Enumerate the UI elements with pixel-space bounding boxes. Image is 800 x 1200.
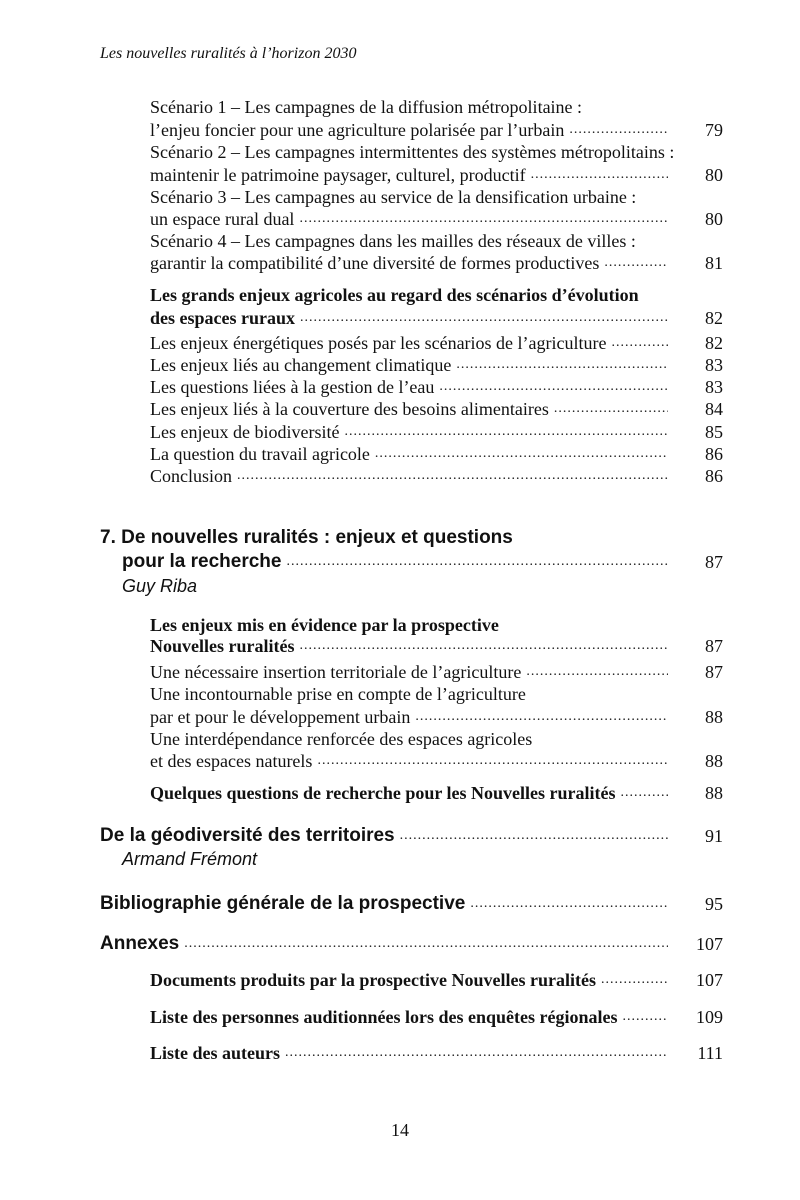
toc-entry[interactable] bbox=[150, 332, 723, 354]
dot-leader bbox=[237, 465, 668, 487]
page-ref: 79 bbox=[705, 120, 723, 140]
toc-section[interactable] bbox=[150, 1006, 723, 1028]
page-ref: 88 bbox=[705, 751, 723, 771]
toc-entry-line bbox=[150, 141, 723, 163]
toc-entry[interactable] bbox=[150, 208, 723, 230]
page-ref: 87 bbox=[705, 552, 723, 572]
entry-title: Liste des personnes auditionnées lors des enquêtes régionales bbox=[150, 1007, 618, 1027]
toc-entry[interactable] bbox=[150, 750, 723, 772]
page-ref: 83 bbox=[705, 355, 723, 375]
page-ref: 107 bbox=[696, 970, 723, 990]
page-ref: 87 bbox=[705, 662, 723, 682]
dot-leader bbox=[526, 661, 668, 683]
dot-leader bbox=[439, 376, 668, 398]
entry-title: Conclusion bbox=[150, 466, 233, 486]
toc-section-line bbox=[150, 284, 723, 306]
dot-leader bbox=[456, 354, 668, 376]
toc-entry[interactable] bbox=[150, 443, 723, 465]
toc-entry[interactable] bbox=[150, 421, 723, 443]
entry-title: De la géodiversité des territoires bbox=[100, 825, 395, 846]
page-number: 14 bbox=[391, 1120, 409, 1140]
entry-title: garantir la compatibilité d’une diversité de formes productives bbox=[150, 253, 600, 273]
toc-entry-line bbox=[150, 230, 723, 252]
entry-title: Les enjeux liés au changement climatique bbox=[150, 355, 452, 375]
page-ref: 86 bbox=[705, 444, 723, 464]
page-ref: 83 bbox=[705, 377, 723, 397]
dot-leader bbox=[344, 421, 668, 443]
toc-entry[interactable] bbox=[150, 252, 723, 274]
page-ref: 91 bbox=[705, 826, 723, 846]
toc-section[interactable] bbox=[150, 307, 723, 329]
page-ref: 80 bbox=[705, 209, 723, 229]
toc-chapter[interactable] bbox=[122, 551, 723, 573]
toc-section[interactable] bbox=[150, 969, 723, 991]
dot-leader bbox=[470, 893, 668, 915]
running-header: Les nouvelles ruralités à l’horizon 2030 bbox=[100, 45, 357, 62]
toc-section[interactable] bbox=[150, 782, 723, 804]
page-ref: 88 bbox=[705, 707, 723, 727]
toc-entry[interactable] bbox=[150, 661, 723, 683]
dot-leader bbox=[299, 208, 668, 230]
entry-title: Scénario 2 – Les campagnes intermittentes des systèmes métropolitains : bbox=[150, 142, 675, 162]
toc-entry-line bbox=[150, 96, 723, 118]
toc-entry-line bbox=[150, 728, 723, 750]
toc-entry[interactable] bbox=[150, 119, 723, 141]
toc-chapter[interactable] bbox=[100, 933, 723, 955]
toc-chapter[interactable] bbox=[100, 893, 723, 915]
entry-title: Les questions liées à la gestion de l’eau bbox=[150, 377, 435, 397]
entry-title: Les enjeux de biodiversité bbox=[150, 422, 340, 442]
entry-title: Une interdépendance renforcée des espaces agricoles bbox=[150, 729, 533, 749]
dot-leader bbox=[554, 398, 668, 420]
entry-title: Scénario 4 – Les campagnes dans les mailles des réseaux de villes : bbox=[150, 231, 636, 251]
entry-title: Une nécessaire insertion territoriale de l’agriculture bbox=[150, 662, 522, 682]
entry-title: Nouvelles ruralités bbox=[150, 636, 295, 656]
dot-leader bbox=[317, 750, 668, 772]
page-ref: 82 bbox=[705, 308, 723, 328]
page-ref: 81 bbox=[705, 253, 723, 273]
entry-title: Scénario 1 – Les campagnes de la diffusion métropolitaine : bbox=[150, 97, 583, 117]
toc-entry[interactable] bbox=[150, 465, 723, 487]
entry-title: par et pour le développement urbain bbox=[150, 707, 411, 727]
dot-leader bbox=[286, 551, 668, 573]
toc-entry[interactable] bbox=[150, 354, 723, 376]
page-ref: 86 bbox=[705, 466, 723, 486]
toc-entry[interactable] bbox=[150, 376, 723, 398]
entry-title: Les enjeux mis en évidence par la prospective bbox=[150, 615, 499, 635]
entry-title: Scénario 3 – Les campagnes au service de la densification urbaine : bbox=[150, 187, 637, 207]
dot-leader bbox=[415, 706, 668, 728]
page-ref: 88 bbox=[705, 783, 723, 803]
toc-section[interactable] bbox=[150, 635, 723, 657]
dot-leader bbox=[623, 1006, 668, 1028]
page-ref: 87 bbox=[705, 636, 723, 656]
dot-leader bbox=[612, 332, 669, 354]
entry-title: Une incontournable prise en compte de l’agriculture bbox=[150, 684, 526, 704]
page-ref: 80 bbox=[705, 165, 723, 185]
toc-section[interactable] bbox=[150, 1042, 723, 1064]
entry-title: Annexes bbox=[100, 933, 180, 954]
dot-leader bbox=[621, 782, 669, 804]
entry-title: pour la recherche bbox=[122, 551, 282, 572]
dot-leader bbox=[285, 1042, 668, 1064]
toc-section-line bbox=[150, 614, 723, 636]
page-ref: 107 bbox=[696, 934, 723, 954]
chapter-author: Armand Frémont bbox=[122, 849, 258, 869]
dot-leader bbox=[601, 969, 668, 991]
dot-leader bbox=[300, 307, 668, 329]
entry-title: maintenir le patrimoine paysager, culturel, productif bbox=[150, 165, 526, 185]
toc-entry-line bbox=[150, 683, 723, 705]
dot-leader bbox=[604, 252, 668, 274]
entry-title: Bibliographie générale de la prospective bbox=[100, 893, 466, 914]
toc-entry[interactable] bbox=[150, 164, 723, 186]
toc-entry-line bbox=[150, 186, 723, 208]
entry-title: Quelques questions de recherche pour les Nouvelles ruralités bbox=[150, 783, 616, 803]
entry-title: des espaces ruraux bbox=[150, 308, 295, 328]
page-ref: 85 bbox=[705, 422, 723, 442]
page-ref: 109 bbox=[696, 1007, 723, 1027]
entry-title: un espace rural dual bbox=[150, 209, 295, 229]
entry-title: La question du travail agricole bbox=[150, 444, 370, 464]
entry-title: Les enjeux énergétiques posés par les scénarios de l’agriculture bbox=[150, 333, 607, 353]
entry-title: Les grands enjeux agricoles au regard des scénarios d’évolution bbox=[150, 285, 639, 305]
toc-chapter-line bbox=[100, 527, 723, 549]
page-ref: 95 bbox=[705, 894, 723, 914]
dot-leader bbox=[375, 443, 668, 465]
entry-title: Documents produits par la prospective Nouvelles ruralités bbox=[150, 970, 596, 990]
dot-leader bbox=[569, 119, 668, 141]
dot-leader bbox=[531, 164, 668, 186]
toc-chapter[interactable] bbox=[100, 825, 723, 847]
page-ref: 111 bbox=[697, 1043, 723, 1063]
dot-leader bbox=[299, 635, 668, 657]
entry-title: et des espaces naturels bbox=[150, 751, 313, 771]
toc-entry[interactable] bbox=[150, 398, 723, 420]
page-ref: 82 bbox=[705, 333, 723, 353]
toc-entry[interactable] bbox=[150, 706, 723, 728]
dot-leader bbox=[184, 933, 668, 955]
entry-title: Liste des auteurs bbox=[150, 1043, 280, 1063]
page-ref: 84 bbox=[705, 399, 723, 419]
entry-title: Les enjeux liés à la couverture des besoins alimentaires bbox=[150, 399, 549, 419]
chapter-author: Guy Riba bbox=[122, 576, 198, 596]
entry-title: l’enjeu foncier pour une agriculture polarisée par l’urbain bbox=[150, 120, 565, 140]
entry-title: 7. De nouvelles ruralités : enjeux et questions bbox=[100, 527, 513, 548]
dot-leader bbox=[400, 825, 668, 847]
